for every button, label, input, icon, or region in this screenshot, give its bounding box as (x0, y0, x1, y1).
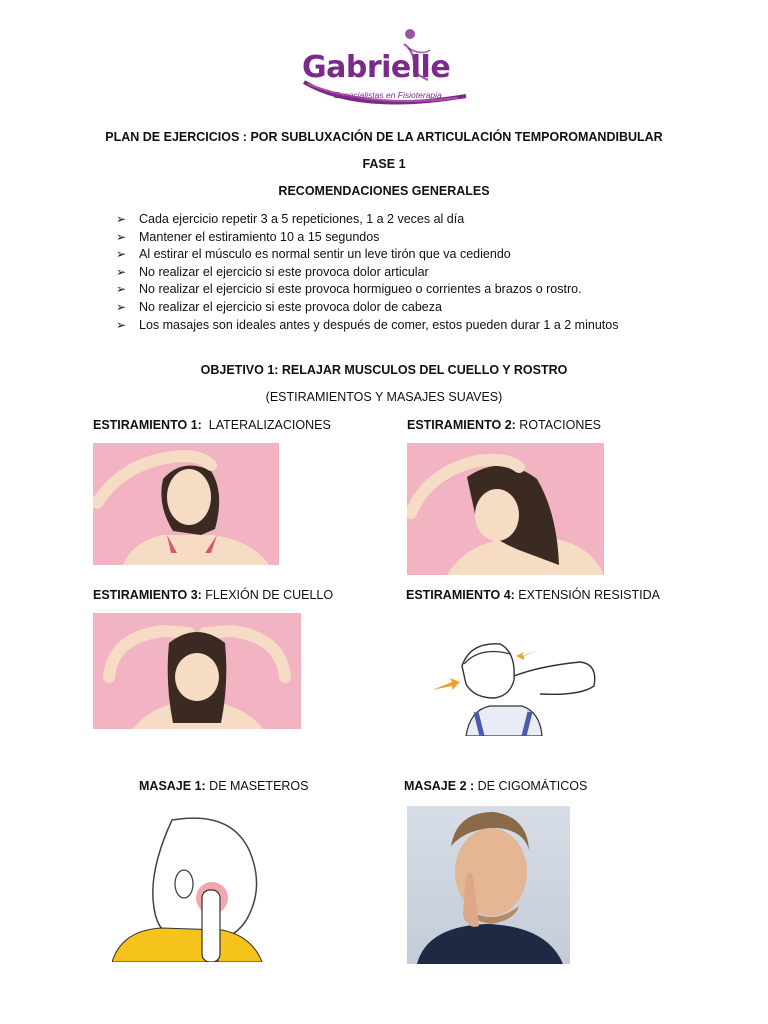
arrow-bullet-icon: ➢ (116, 212, 127, 226)
arrow-bullet-icon: ➢ (116, 299, 127, 314)
list-item: ➢ Al estirar el músculo es normal sentir un leve tirón que va cediendo (116, 246, 618, 264)
masseter-massage-illustration (112, 812, 264, 962)
exercise-1-caption: ESTIRAMIENTO 1: LATERALIZACIONES (93, 418, 331, 432)
exercise-4-caption: ESTIRAMIENTO 4: EXTENSIÓN RESISTIDA (406, 588, 660, 602)
recommendations-list (116, 211, 618, 334)
recommendations-heading: RECOMENDACIONES GENERALES (278, 184, 490, 198)
exercise-3-caption: ESTIRAMIENTO 3: FLEXIÓN DE CUELLO (93, 588, 334, 602)
list-item: ➢ Los masajes son ideales antes y después de comer, estos pueden durar 1 a 2 minutos (116, 317, 618, 335)
logo-brand: Gabrielle (302, 50, 451, 85)
arrow-bullet-icon: ➢ (116, 229, 127, 244)
list-item: ➢ Mantener el estiramiento 10 a 15 segundos (116, 229, 618, 247)
resisted-extension-illustration (430, 636, 600, 736)
objective-subtitle: (ESTIRAMIENTOS Y MASAJES SUAVES) (265, 390, 503, 404)
logo (298, 26, 470, 108)
exercise-2-caption: ESTIRAMIENTO 2: ROTACIONES (407, 418, 602, 432)
list-item: ➢ No realizar el ejercicio si este provoca dolor articular (116, 264, 618, 282)
arrow-bullet-icon: ➢ (116, 264, 127, 279)
lateral-stretch-illustration (93, 443, 279, 565)
massage-2-caption: MASAJE 2 : DE CIGOMÁTICOS (404, 779, 588, 793)
rotation-stretch-illustration (407, 443, 604, 575)
arrow-bullet-icon: ➢ (116, 317, 127, 332)
neck-flexion-illustration (93, 613, 301, 729)
zygomatic-massage-photo (407, 806, 570, 964)
list-item: ➢ No realizar el ejercicio si este provoca dolor de cabeza (116, 299, 618, 317)
phase-heading: FASE 1 (362, 157, 406, 171)
objective-title: OBJETIVO 1: RELAJAR MUSCULOS DEL CUELLO Y ROSTRO (200, 363, 568, 377)
logo-tagline: Especialistas en Fisioterapia (334, 90, 442, 100)
massage-1-caption: MASAJE 1: DE MASETEROS (139, 779, 309, 793)
arrow-bullet-icon: ➢ (116, 282, 127, 297)
list-item: ➢ Cada ejercicio repetir 3 a 5 repeticiones, 1 a 2 veces al día (116, 211, 618, 229)
page-title: PLAN DE EJERCICIOS : POR SUBLUXACIÓN DE LA ARTICULACIÓN TEMPOROMANDIBULAR (105, 130, 663, 144)
list-item: ➢ No realizar el ejercicio si este provoca hormigueo o corrientes a brazos o rostro. (116, 281, 618, 299)
arrow-bullet-icon: ➢ (116, 247, 127, 262)
